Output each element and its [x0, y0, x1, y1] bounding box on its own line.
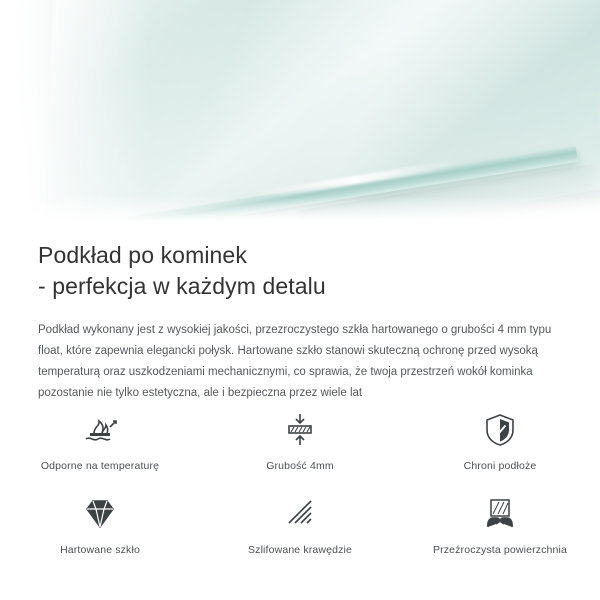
heat-resistance-icon: [77, 410, 123, 450]
page-title: [0, 232, 600, 302]
diamond-icon: [77, 494, 123, 534]
feature-polished-edges: [200, 488, 400, 572]
feature-label: Odporne na temperaturę: [40, 460, 160, 472]
shield-check-icon: [477, 410, 523, 450]
feature-grid: [0, 404, 600, 572]
headline-line-1: Podkład po kominek: [38, 242, 247, 268]
feature-transparent-surface: [400, 488, 600, 572]
feature-heat-resistance: [0, 404, 200, 488]
text-block: [0, 232, 600, 404]
feature-label: Chroni podłoże: [463, 460, 537, 472]
feature-surface-protection: [400, 404, 600, 488]
headline-line-2: - perfekcja w każdym detalu: [38, 273, 326, 299]
description-paragraph: Podkład wykonany jest z wysokiej jakości, przezroczystego szkła hartowanego o grubości 4 mm typu float, które zapewnia elegancki połysk. Hartowane szkło stanowi skuteczną ochronę przed wysoką temperaturą oraz uszkodzeniami mechanicznymi, co sprawia, że twoja przestrzeń wokół kominka pozostanie nie tylko estetyczna, ale i bezpieczna przez wiele lat: [38, 324, 552, 399]
feature-thickness: [200, 404, 400, 488]
polished-edge-icon: [277, 494, 323, 534]
hero-image: [0, 0, 600, 232]
hero-bottom-fade: [0, 196, 600, 232]
clean-surface-hands-icon: [477, 494, 523, 534]
feature-label: Przeźroczysta powierzchnia: [432, 544, 568, 556]
feature-label: Hartowane szkło: [60, 544, 140, 556]
feature-label: Grubość 4mm: [266, 460, 334, 472]
feature-label: Szlifowane krawędzie: [248, 544, 352, 556]
thickness-arrows-icon: [277, 410, 323, 450]
feature-tempered-glass: [0, 488, 200, 572]
